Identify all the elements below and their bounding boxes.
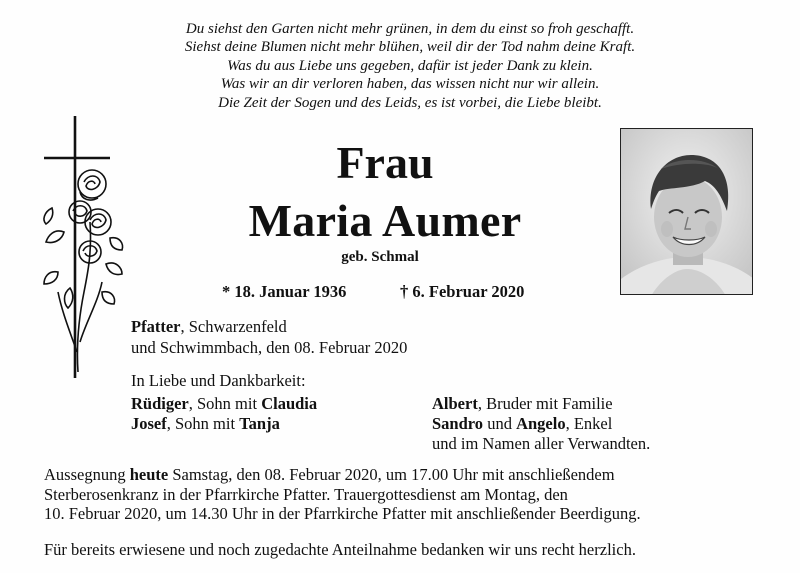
member-conjunction: und	[483, 414, 517, 433]
place-and-date	[131, 316, 407, 358]
member-name: Rüdiger	[131, 394, 189, 413]
family-relatives-line: und im Namen aller Verwandten.	[432, 434, 651, 453]
birth-date: * 18. Januar 1936	[222, 282, 347, 301]
service-text: Aussegnung	[44, 465, 130, 484]
service-line-1	[44, 465, 774, 485]
poem-line: Du siehst den Garten nicht mehr grünen, in dem du einst so froh geschafft.	[185, 21, 635, 37]
portrait-photo-drawing	[621, 129, 753, 295]
poem-line: Was du aus Liebe uns gegeben, dafür ist jeder Dank zu klein.	[227, 57, 593, 74]
member-name: Josef	[131, 414, 167, 433]
member-relation: , Sohn mit	[188, 394, 262, 413]
poem	[70, 20, 750, 112]
member-relation: , Sohn mit	[166, 414, 240, 433]
family-member-line	[131, 394, 317, 414]
place-line-2: und Schwimmbach, den 08. Februar 2020	[131, 338, 408, 357]
family-member-line	[432, 414, 650, 434]
member-partner: Tanja	[239, 414, 280, 433]
family-right-column	[432, 394, 650, 454]
life-dates	[222, 282, 542, 302]
member-name: Sandro	[432, 414, 484, 433]
member-relation: , Bruder mit Familie	[477, 394, 613, 413]
service-text: Samstag, den 08. Februar 2020, um 17.00 Uhr mit anschließendem	[168, 465, 615, 484]
death-date: † 6. Februar 2020	[400, 282, 525, 301]
family-left-column	[131, 394, 317, 434]
poem-line: Siehst deine Blumen nicht mehr blühen, weil dir der Tod nahm deine Kraft.	[184, 39, 636, 56]
place-town: Pfatter	[131, 317, 181, 336]
family-member-line	[131, 414, 317, 434]
service-details	[44, 465, 774, 524]
service-line-2: Sterberosenkranz in der Pfarrkirche Pfatter. Trauergottesdienst am Montag, den	[44, 484, 568, 504]
poem-line: Die Zeit der Sogen und des Leids, es ist vorbei, die Liebe bleibt.	[218, 94, 602, 111]
member-partner: Claudia	[261, 394, 318, 413]
member-name: Albert	[432, 394, 478, 413]
deceased-name: Maria Aumer	[248, 195, 522, 246]
family-member-line	[432, 394, 650, 414]
family-intro: In Liebe und Dankbarkeit:	[131, 371, 306, 390]
cross-with-roses-icon	[40, 112, 130, 382]
birth-name: geb. Schmal	[341, 249, 419, 265]
place-line-1	[131, 316, 407, 337]
service-today: heute	[129, 465, 169, 484]
member-name: Angelo	[516, 414, 566, 433]
member-relation: , Enkel	[565, 414, 613, 433]
thanks-note: Für bereits erwiesene und noch zugedachte Anteilnahme bedanken wir uns recht herzlich.	[44, 540, 636, 559]
place-line-1-rest: , Schwarzenfeld	[180, 317, 287, 336]
salutation: Frau	[336, 137, 434, 188]
service-line-3: 10. Februar 2020, um 14.30 Uhr in der Pfarrkirche Pfatter mit anschließender Beerdigung.	[44, 504, 641, 523]
portrait-photo	[620, 128, 753, 295]
poem-line: Was wir an dir verloren haben, das wissen nicht nur wir allein.	[220, 76, 600, 93]
